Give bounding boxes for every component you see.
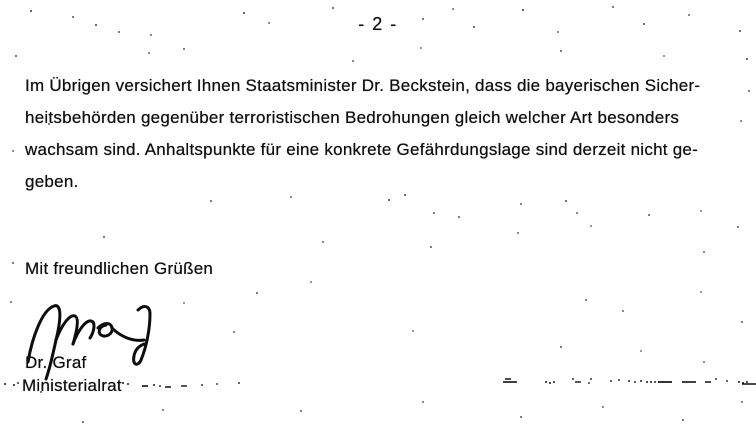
body-line: Im Übrigen versichert Ihnen Staatsminister Dr. Beckstein, dass die bayerischen Sicher- bbox=[25, 76, 701, 95]
body-line: heitsbehörden gegenüber terroristischen Bedrohungen gleich welcher Art besonders bbox=[25, 108, 680, 127]
signer-title: Ministerialrat bbox=[22, 376, 122, 395]
page-number: - 2 - bbox=[358, 14, 398, 34]
signer-name: Dr. Graf bbox=[25, 353, 87, 372]
closing-salutation: Mit freundlichen Grüßen bbox=[25, 259, 214, 278]
body-line: wachsam sind. Anhaltspunkte für eine konkrete Gefährdungslage sind derzeit nicht ge- bbox=[25, 140, 699, 159]
body-line: geben. bbox=[25, 172, 79, 191]
body-paragraph bbox=[25, 70, 700, 198]
scan-noise-dashes-long bbox=[0, 0, 14, 2]
